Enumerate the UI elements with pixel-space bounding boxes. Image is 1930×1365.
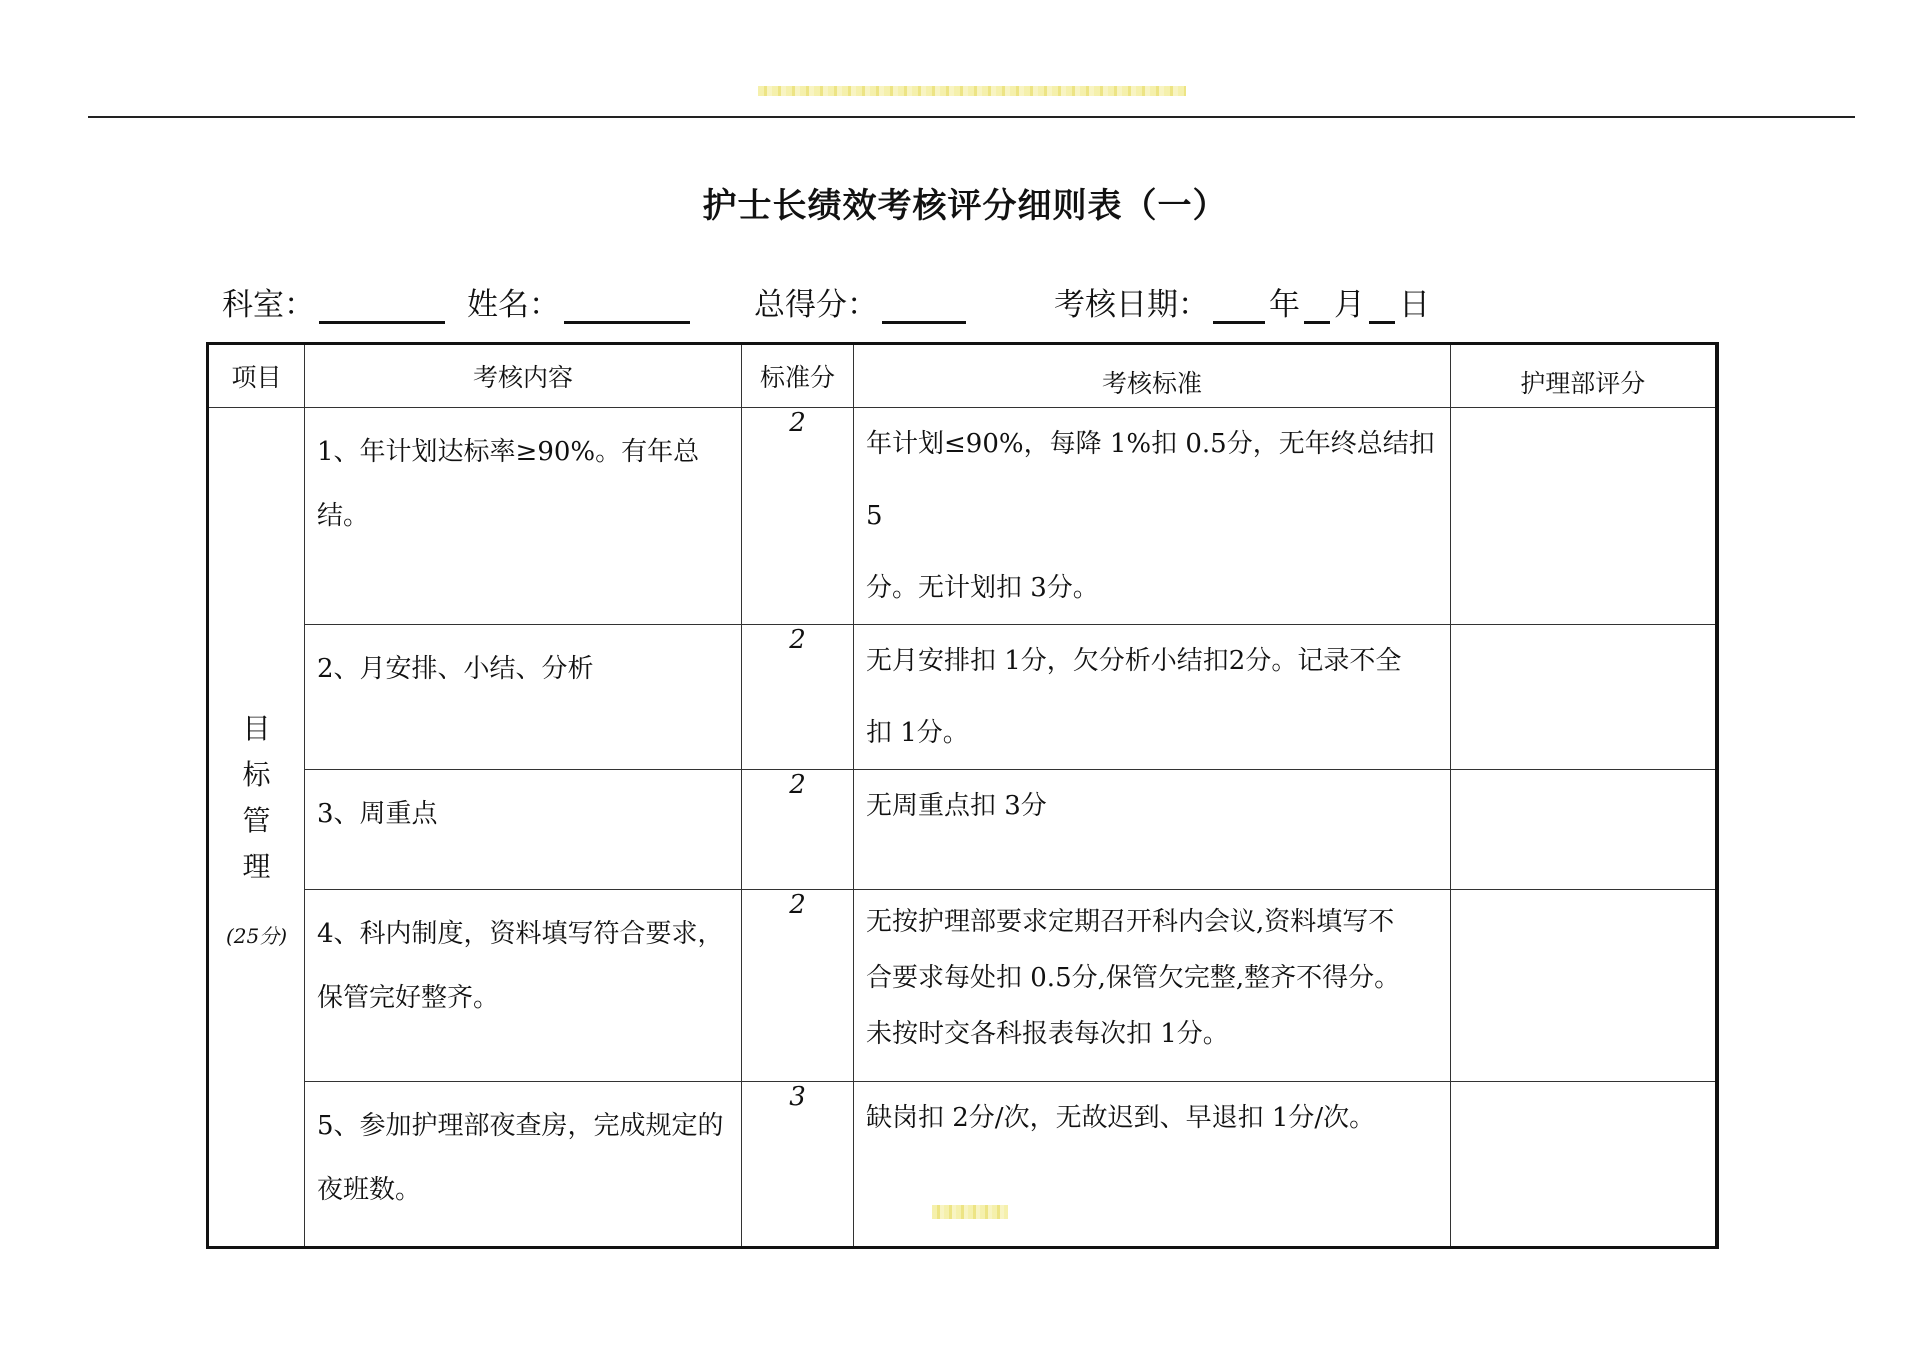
criteria-line: 年计划≤90%，每降 1%扣 0.5分，无年终总结扣 5 (866, 429, 1435, 531)
table-row (208, 408, 1717, 625)
criteria-line: 未按时交各科报表每次扣 1分。 (866, 1019, 1229, 1049)
header-item: 项目 (208, 344, 305, 408)
criteria-line: 无按护理部要求定期召开科内会议,资料填写不 (866, 907, 1395, 937)
category-name: 目标管理 (242, 711, 271, 883)
standard-score: 2 (742, 890, 854, 1082)
year-suffix: 年 (1269, 287, 1300, 323)
criteria-line: 分。无计划扣 3分。 (866, 573, 1099, 603)
nursing-dept-score-cell[interactable] (1451, 890, 1717, 1082)
row-content: 2、月安排、小结、分析 (317, 654, 594, 684)
criteria-line: 无周重点扣 3分 (866, 791, 1047, 821)
content-cell (305, 1082, 742, 1248)
header-watermark (758, 86, 1186, 96)
assessment-table (206, 342, 1719, 1249)
footer-watermark (932, 1205, 1008, 1219)
document-title: 护士长绩效考核评分细则表（一） (702, 186, 1228, 226)
info-line (222, 280, 1430, 324)
standard-score: 3 (742, 1082, 854, 1248)
row-content: 1、年计划达标率≥90%。有年总结。 (317, 437, 700, 531)
header-criteria: 考核标准 (854, 344, 1451, 408)
month-suffix: 月 (1334, 287, 1365, 323)
nursing-dept-score-cell[interactable] (1451, 625, 1717, 770)
department-field[interactable] (319, 283, 445, 324)
header-content: 考核内容 (305, 344, 742, 408)
criteria-line: 扣 1分。 (866, 718, 969, 748)
header-nursing-dept-score: 护理部评分 (1451, 344, 1717, 408)
category-cell (208, 408, 305, 1248)
content-cell (305, 625, 742, 770)
table-row (208, 770, 1717, 890)
name-field[interactable] (564, 283, 690, 324)
month-field[interactable] (1304, 283, 1330, 324)
criteria-line: 无月安排扣 1分，欠分析小结扣2分。记录不全 (866, 646, 1402, 676)
criteria-line: 合要求每处扣 0.5分,保管欠完整,整齐不得分。 (866, 963, 1401, 993)
standard-score: 2 (742, 625, 854, 770)
day-suffix: 日 (1399, 287, 1430, 323)
standard-score: 2 (742, 770, 854, 890)
standard-score: 2 (742, 408, 854, 625)
nursing-dept-score-cell[interactable] (1451, 1082, 1717, 1248)
header-rule (88, 116, 1855, 118)
name-label: 姓名： (467, 287, 560, 323)
criteria-cell (854, 1082, 1451, 1248)
total-score-label: 总得分： (754, 287, 878, 323)
criteria-cell (854, 770, 1451, 890)
day-field[interactable] (1369, 283, 1395, 324)
content-cell (305, 770, 742, 890)
criteria-cell (854, 890, 1451, 1082)
header-standard-score: 标准分 (742, 344, 854, 408)
table-row (208, 625, 1717, 770)
row-content: 3、周重点 (317, 799, 438, 829)
total-score-field[interactable] (882, 283, 966, 324)
table-header-row (208, 344, 1717, 408)
nursing-dept-score-cell[interactable] (1451, 770, 1717, 890)
row-content: 4、科内制度，资料填写符合要求，保管完好整齐。 (317, 919, 724, 1013)
criteria-cell (854, 408, 1451, 625)
nursing-dept-score-cell[interactable] (1451, 408, 1717, 625)
criteria-line: 缺岗扣 2分/次，无故迟到、早退扣 1分/次。 (866, 1103, 1376, 1133)
year-field[interactable] (1213, 283, 1265, 324)
row-content: 5、参加护理部夜查房，完成规定的夜班数。 (317, 1111, 724, 1205)
criteria-cell (854, 625, 1451, 770)
date-label: 考核日期： (1054, 287, 1209, 323)
content-cell (305, 890, 742, 1082)
table-row (208, 890, 1717, 1082)
department-label: 科室： (222, 287, 315, 323)
content-cell (305, 408, 742, 625)
table-row (208, 1082, 1717, 1248)
category-points: (25分) (225, 923, 288, 948)
